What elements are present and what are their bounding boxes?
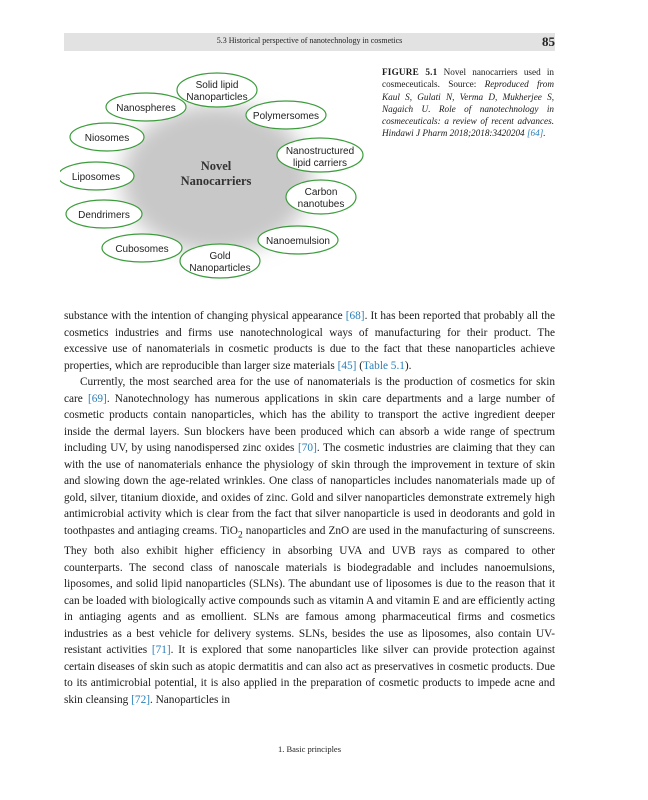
svg-text:Nanoemulsion: Nanoemulsion [266,236,330,247]
svg-text:Liposomes: Liposomes [71,172,121,183]
node-niosomes [70,123,144,151]
svg-text:Nanospheres: Nanospheres [116,103,176,114]
node-cubosomes [102,234,182,262]
table-5-1-link[interactable]: Table 5.1 [363,359,405,372]
svg-text:Dendrimers: Dendrimers [78,210,130,221]
p2-text-e: . It is explored that some nanoparticles like silver can provide protection against certain diseases of skin such as atopic dermatitis and can also act as preservatives in cosmetic products. Due to its antimicrobial potential, it is also applied in the preparation of cosmetic products to impede acne and skin cleansing [64,644,555,706]
figure-caption-end: . [543,128,546,139]
figure-label: FIGURE 5.1 [382,67,438,77]
node-nanospheres [106,93,186,121]
svg-text:Cubosomes: Cubosomes [115,244,169,255]
page-number: 85 [542,34,555,49]
node-liposomes [60,162,134,190]
body-text [64,308,555,708]
figure-source: Reproduced from Kaul S, Gulati N, Verma D, Mukherjee S, Nagaich U. Role of nanotechnology in cosmeceuticals: a review of recent advances. Hindawi J Pharm 2018;2018:3420204 [382,79,554,139]
p1-text-d: ). [404,359,412,372]
center-label-line1: Novel [200,159,232,173]
p1-text-a: substance with the intention of changing physical appearance [64,310,346,322]
svg-text:Solid lipid: Solid lipid [195,80,239,91]
p1-text-c: ( [356,359,364,372]
p2-text-f: . Nanoparticles in [149,693,230,706]
p1-text-b: . It has been reported that probably all the cosmetics industries and firms use nanotechnological ways of manufacturing for their product. The excessive use of nanomaterials in cosmetic products is due to the fact that these nanoparticles achieve properties, which are reproducible than larger size materials [64,310,555,372]
node-carbon-nanotubes [286,180,356,214]
node-nanostructured-lipid-carriers [277,138,363,172]
svg-text:Nanoparticles: Nanoparticles [186,92,248,103]
figure-title: Novel nanocarriers used in cosmeceuticals. Source: [382,67,554,90]
svg-text:nanotubes: nanotubes [297,199,345,210]
citation-68[interactable]: [68] [345,310,365,322]
paragraph-2 [64,374,555,708]
p2-text-b: . Nanotechnology has numerous applications in skin care departments and a large number of cosmetic products contain nanoparticles, which has the ability to transport the active ingredient deeper inside the dermal layers. Sun blockers have been produced which can absorb a wide range of spectrum including UV, by using nanodispersed zinc oxides [64,392,555,454]
svg-text:Gold: Gold [209,251,231,262]
svg-text:Nanoparticles: Nanoparticles [189,263,251,274]
running-title: 5.3 Historical perspective of nanotechnology in cosmetics [216,36,403,45]
footer-section-title: 1. Basic principles [277,744,342,754]
svg-text:Polymersomes: Polymersomes [252,111,320,122]
svg-text:Carbon: Carbon [304,187,338,198]
svg-text:Nanostructured: Nanostructured [285,146,355,157]
citation-72[interactable]: [72] [131,693,150,706]
citation-70[interactable]: [70] [298,442,317,454]
citation-69[interactable]: [69] [87,392,107,405]
figure-caption [382,66,554,140]
p2-text-c: . The cosmetic industries are claiming that they can with the use of nanomaterials enhance the physiology of skin through the improvement in texture of skin and slowing down the age-related wrinkles. One class of nanoparticles includes nanomaterials made up of gold, silver, titanium dioxide, and oxides of zinc. Gold and silver nanoparticles demonstrate extremely high antimicrobial activity which is clear from the fact that silver nanoparticle is used in deodorants and gold in toothpastes and antiaging creams. TiO [64,442,555,537]
svg-text:lipid carriers: lipid carriers [293,158,347,169]
citation-45[interactable]: [45] [337,359,357,372]
node-solid-lipid-nanoparticles [177,73,257,107]
tio2-subscript: 2 [237,529,243,540]
nanocarriers-diagram [60,70,370,286]
center-label-line2: Nanocarriers [180,174,252,188]
figure-ref-link[interactable]: [64] [526,128,544,139]
paragraph-1 [64,308,555,374]
node-polymersomes [246,101,326,129]
p2-text-a: Currently, the most searched area for the use of nanomaterials is the production of cosmetics for skin care [64,376,555,405]
node-dendrimers [66,200,142,228]
p2-text-d: nanoparticles and ZnO are used in the manufacturing of sunscreens. They both also exhibit higher efficiency in absorbing UVA and UVB rays as compared to other counterparts. The second class of nanoscale materials is biodegradable and includes nanoemulsions, liposomes, and solid lipid nanoparticles (SLNs). The abundant use of liposomes is due to the reason that it can be loaded with biologically active compounds such as vitamin A and vitamin E and are efficiently acting in antiaging agents and as emollient. SLNs are famous among pharmaceutical firms and cosmetics industries as a best vehicle for delivery systems. SLNs, besides the use as liposomes, also contain UV-resistant activities [64,524,555,657]
node-nanoemulsion [258,226,338,254]
citation-71[interactable]: [71] [151,644,171,657]
node-gold-nanoparticles [180,244,260,278]
nanocarriers-diagram-svg [60,70,370,286]
svg-text:Niosomes: Niosomes [84,133,130,144]
